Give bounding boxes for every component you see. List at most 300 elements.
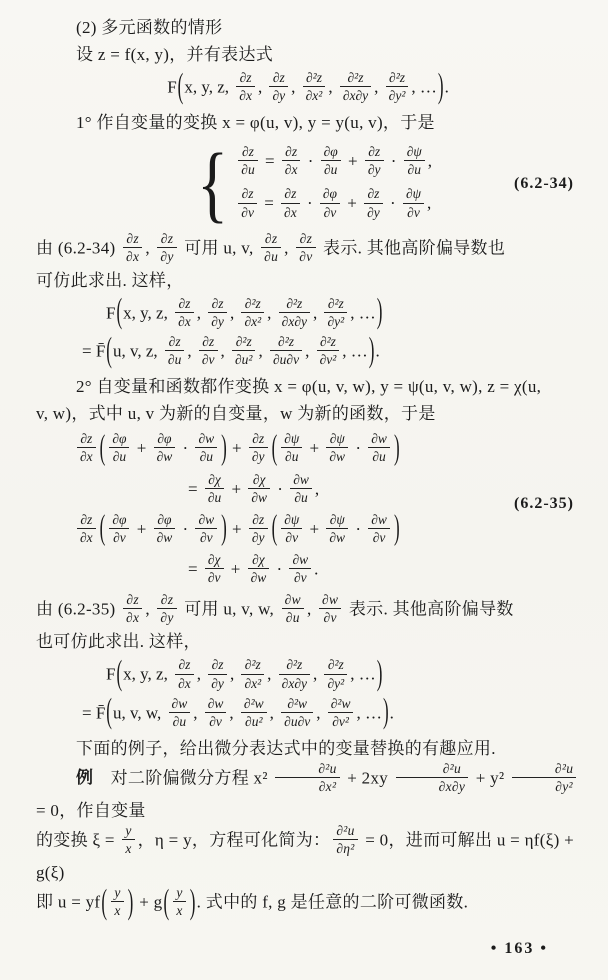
math-text: + [343, 151, 362, 171]
math-text: (2) 多元函数的情形 [76, 18, 223, 37]
fraction-numerator: ∂z [364, 186, 383, 203]
math-text: · [351, 519, 366, 539]
fraction-numerator: ∂φ [109, 431, 129, 448]
math-text: · [385, 193, 400, 213]
math-text: + [343, 193, 362, 213]
fraction-denominator: ∂y² [327, 313, 345, 329]
math-text: · [272, 559, 287, 579]
equation-number: (6.2-34) [514, 174, 574, 192]
display-formula [82, 691, 580, 732]
math-text: x, y, z, [123, 303, 173, 323]
math-text: 例 对二阶偏微分方程 x² [76, 768, 273, 788]
fraction [403, 186, 424, 219]
fraction-numerator: ∂z [365, 144, 384, 161]
text-line [36, 593, 580, 628]
display-formula [106, 653, 580, 693]
big-left-paren: ( [99, 507, 106, 547]
math-text: , [196, 664, 206, 684]
fraction [154, 512, 176, 545]
math-text: ，η = y，方程可化简为： [137, 830, 331, 850]
math-text: F [167, 77, 177, 97]
fraction [157, 592, 176, 625]
math-text: , [427, 193, 432, 213]
fraction-denominator: ∂u [172, 713, 187, 729]
fraction [368, 431, 390, 464]
fraction-denominator: ∂y [211, 675, 224, 691]
big-left-paren: ( [106, 330, 112, 370]
math-text: 表示. 其他高阶偏导数也 [318, 238, 506, 258]
fraction-denominator: ∂u [199, 449, 213, 465]
math-text: · [303, 151, 318, 171]
fraction-numerator: ∂²z [317, 334, 340, 351]
fraction-numerator: ∂z [208, 296, 227, 313]
fraction-denominator: x [125, 841, 132, 857]
fraction [175, 296, 194, 329]
math-text: · [351, 438, 366, 458]
equation-system [36, 135, 580, 232]
math-text: , [229, 703, 238, 723]
math-text: , [427, 151, 433, 171]
math-text: , [145, 599, 155, 619]
math-text: = [260, 151, 279, 171]
math-text: 1° 作自变量的变换 x = φ(u, v), y = y(u, v)，于是 [76, 113, 435, 133]
fraction-denominator: ∂u [324, 162, 338, 178]
text-line [36, 109, 580, 136]
fraction-numerator: ∂²z [386, 70, 409, 87]
fraction-numerator: ∂z [123, 592, 142, 609]
math-text: 2° 自变量和函数都作变换 x = φ(u, v, w), y = ψ(u, v, w), z = χ(u, [76, 377, 542, 397]
big-right-paren: ) [376, 291, 383, 331]
fraction-denominator: ∂y [160, 610, 174, 626]
fraction-numerator: ∂w [319, 592, 341, 609]
fraction [279, 657, 310, 690]
page-body [36, 14, 584, 922]
fraction-numerator: ∂φ [320, 186, 340, 203]
fraction [195, 431, 217, 464]
fraction-denominator: x [176, 903, 183, 919]
fraction-numerator: y [173, 885, 185, 902]
fraction-denominator: x [114, 903, 121, 919]
math-text: , [316, 703, 325, 723]
fraction-denominator: ∂u [241, 162, 255, 178]
fraction-numerator: ∂z [123, 231, 142, 248]
fraction [324, 657, 347, 690]
equation-row [74, 427, 580, 467]
fraction [324, 296, 347, 329]
fraction-numerator: ∂²w [281, 696, 313, 713]
big-right-paren: ) [376, 653, 383, 693]
fraction-numerator: ∂²u [512, 761, 576, 778]
math-text: + [132, 519, 151, 539]
fraction [236, 70, 255, 103]
fraction [205, 696, 227, 729]
fraction-denominator: ∂v [209, 713, 222, 729]
fraction-numerator: ∂ψ [281, 512, 302, 529]
fraction-numerator: ∂z [77, 512, 96, 529]
math-text: 由 (6.2-35) [36, 599, 121, 619]
fraction [303, 70, 326, 103]
equation-group [36, 427, 580, 588]
big-left-paren: ( [271, 427, 278, 467]
fraction [333, 823, 357, 856]
page-number: • 163 • [490, 940, 548, 957]
math-text: + [305, 438, 324, 458]
math-text: 可用 u, v, w, [179, 599, 279, 619]
math-text: , [312, 664, 322, 684]
fraction [282, 592, 304, 625]
fraction-numerator: ∂z [296, 231, 315, 248]
fraction [320, 186, 340, 219]
fraction [173, 885, 185, 918]
fraction-numerator: ∂w [290, 472, 312, 489]
display-formula [36, 65, 580, 106]
system-body [192, 135, 433, 232]
math-text: , … [342, 341, 368, 361]
fraction-denominator: ∂y² [555, 778, 573, 794]
fraction-numerator: ∂z [157, 592, 176, 609]
fraction-numerator: ∂z [281, 186, 300, 203]
math-text: , [196, 303, 206, 323]
fraction-numerator: ∂²u [275, 761, 339, 778]
math-text: , [305, 341, 314, 361]
fraction [321, 144, 341, 177]
fraction-numerator: ∂z [282, 144, 301, 161]
fraction [109, 431, 129, 464]
math-text: x, y, z, [123, 664, 173, 684]
math-text: , [291, 77, 300, 97]
fraction-denominator: ∂v [372, 529, 386, 545]
text-line [36, 881, 580, 921]
fraction-numerator: ∂²z [340, 70, 371, 87]
math-text: , [374, 77, 383, 97]
math-text: = [259, 193, 279, 213]
fraction [282, 144, 301, 177]
fraction-numerator: ∂w [289, 552, 311, 569]
equation-row [235, 187, 432, 222]
fraction [157, 231, 176, 264]
math-text: , [145, 238, 155, 258]
fraction-denominator: ∂v [113, 529, 126, 545]
math-text: , [193, 703, 202, 723]
system-rows [235, 138, 432, 229]
fraction [165, 334, 184, 367]
fraction-denominator: ∂x∂y [281, 675, 307, 691]
fraction [232, 334, 255, 367]
big-left-paren: ( [116, 653, 123, 693]
math-text: 可仿此求出. 这样， [36, 270, 184, 290]
fraction-denominator: ∂x [284, 162, 298, 178]
fraction [281, 431, 302, 464]
equation-number: (6.2-35) [514, 495, 574, 512]
text-line [36, 400, 580, 427]
math-text: + [305, 519, 324, 539]
math-text: , [267, 664, 276, 684]
fraction-numerator: ∂w [282, 592, 304, 609]
fraction-denominator: ∂w [329, 449, 346, 465]
fraction-numerator: ∂z [208, 657, 227, 674]
text-line [36, 41, 580, 68]
math-text: = [188, 479, 202, 499]
fraction-denominator: ∂u² [245, 713, 263, 729]
math-text: + g [134, 892, 163, 912]
fraction-denominator: ∂u [285, 610, 300, 626]
math-text: F [106, 303, 116, 323]
fraction-denominator: ∂v [199, 529, 213, 545]
system-brace-icon: { [197, 135, 229, 232]
math-text: · [178, 438, 193, 458]
fraction [281, 186, 300, 219]
fraction-denominator: ∂v² [319, 352, 337, 368]
math-text: , [269, 703, 279, 723]
fraction-numerator: ∂φ [154, 512, 176, 529]
math-text: 设 z = f(x, y)，并有表达式 [76, 45, 274, 64]
math-text: . [444, 77, 449, 97]
math-text: = F̄ [82, 341, 106, 361]
big-right-paren: ) [393, 427, 400, 467]
math-text: = 0，进而可解出 u = ηf(ξ) + g(ξ) [36, 830, 579, 883]
fraction [241, 657, 264, 690]
fraction-denominator: ∂v [241, 204, 254, 220]
math-text: v, w)，式中 u, v 为新的自变量，w 为新的函数，于是 [36, 404, 436, 424]
big-right-paren: ) [393, 507, 400, 547]
math-text: 可用 u, v, [179, 238, 259, 258]
fraction-numerator: ∂z [175, 296, 194, 313]
fraction-denominator: ∂x∂y [438, 778, 466, 794]
fraction-numerator: ∂²w [241, 696, 267, 713]
fraction [109, 512, 129, 545]
equation-row [74, 507, 580, 548]
math-text: + [132, 438, 151, 458]
fraction [364, 186, 383, 219]
math-text: 由 (6.2-34) [36, 238, 121, 258]
math-text: + y² [471, 768, 509, 788]
fraction [205, 552, 224, 585]
big-right-paren: ) [382, 691, 389, 731]
fraction-denominator: ∂y [251, 449, 265, 465]
fraction-numerator: ∂z [238, 144, 257, 161]
fraction-numerator: ∂χ [248, 472, 270, 489]
fraction [281, 512, 302, 545]
fraction-denominator: ∂y [272, 88, 286, 104]
fraction [290, 472, 312, 505]
fraction [289, 552, 311, 585]
math-text: 下面的例子，给出微分表达式中的变量替换的有趣应用. [76, 738, 496, 758]
math-text: , [306, 599, 317, 619]
fraction [326, 431, 348, 464]
fraction-denominator: ∂w [250, 570, 267, 586]
fraction [241, 696, 267, 729]
math-text: + [227, 438, 246, 458]
fraction [275, 761, 339, 794]
fraction-numerator: ∂ψ [326, 431, 348, 448]
fraction [249, 512, 268, 545]
fraction-denominator: ∂v [299, 248, 313, 264]
fraction-denominator: ∂y [160, 248, 174, 264]
fraction-denominator: ∂v [201, 352, 215, 368]
fraction [365, 144, 384, 177]
math-text: = F̄ [82, 703, 106, 723]
fraction-denominator: ∂x [80, 449, 93, 465]
fraction-numerator: ∂z [261, 231, 281, 248]
big-right-paren: ) [221, 427, 227, 467]
fraction-denominator: ∂x² [244, 313, 262, 329]
fraction-numerator: ∂²u [333, 823, 357, 840]
fraction [208, 296, 227, 329]
fraction-numerator: ∂z [77, 431, 96, 448]
fraction-denominator: ∂x [80, 529, 93, 545]
fraction [512, 761, 576, 794]
fraction-numerator: ∂z [249, 512, 268, 529]
math-text: , [312, 303, 322, 323]
fraction [326, 512, 348, 545]
math-text: , [187, 341, 196, 361]
fraction-denominator: ∂u² [235, 352, 253, 368]
fraction [281, 696, 313, 729]
fraction-denominator: ∂y² [388, 88, 406, 104]
math-text: . [314, 559, 319, 579]
fraction-denominator: ∂v [323, 610, 337, 626]
fraction-denominator: ∂x [178, 313, 191, 329]
fraction [279, 296, 310, 329]
math-text: 即 u = yf [36, 892, 101, 912]
fraction-denominator: ∂u [294, 489, 308, 505]
math-text: , … [350, 664, 376, 684]
math-text: F [106, 664, 116, 684]
big-left-paren: ( [106, 691, 112, 731]
big-left-paren: ( [99, 427, 106, 467]
math-text: , … [356, 703, 382, 723]
fraction-denominator: ∂u∂v [284, 713, 311, 729]
math-text: 也可仿此求出. 这样， [36, 632, 201, 652]
big-right-paren: ) [221, 507, 227, 547]
math-text: 表示. 其他高阶偏导数 [344, 599, 514, 619]
fraction-numerator: ∂ψ [403, 186, 424, 203]
fraction-denominator: ∂x∂y [342, 88, 369, 104]
fraction [122, 823, 134, 856]
big-left-paren: ( [271, 507, 278, 547]
fraction-denominator: ∂x [126, 248, 140, 264]
fraction-denominator: ∂x∂y [281, 313, 307, 329]
math-text: , [328, 77, 337, 97]
math-text: = 0，作自变量 [36, 768, 584, 821]
fraction-numerator: ∂²z [303, 70, 326, 87]
fraction-denominator: ∂u [167, 352, 182, 368]
fraction-numerator: ∂z [199, 334, 218, 351]
fraction-denominator: ∂u [207, 489, 222, 505]
fraction-numerator: ∂²z [324, 657, 347, 674]
fraction-numerator: ∂²z [279, 296, 310, 313]
fraction [154, 431, 176, 464]
fraction-numerator: ∂φ [154, 431, 176, 448]
math-text: · [273, 479, 288, 499]
math-text: 的变换 ξ = [36, 830, 120, 850]
math-text: , [220, 341, 230, 361]
fraction-denominator: ∂y [251, 529, 265, 545]
math-text: u, v, z, [112, 341, 162, 361]
fraction-denominator: ∂w [329, 529, 346, 545]
fraction-numerator: ∂w [169, 696, 191, 713]
fraction [269, 70, 288, 103]
text-line [36, 14, 580, 41]
fraction [195, 512, 217, 545]
fraction-numerator: ∂χ [205, 552, 224, 569]
fraction [111, 885, 123, 918]
fraction [296, 231, 315, 264]
text-line [36, 760, 584, 824]
fraction [248, 552, 270, 585]
fraction-denominator: ∂v² [332, 713, 349, 729]
fraction-denominator: ∂x [126, 610, 140, 626]
fraction [319, 592, 341, 625]
fraction [241, 296, 264, 329]
fraction-denominator: ∂x² [244, 675, 262, 691]
fraction-numerator: ∂z [249, 431, 268, 448]
fraction [208, 657, 227, 690]
math-text: . 式中的 f, g 是任意的二阶可微函数. [196, 892, 469, 912]
text-line [36, 232, 580, 267]
fraction-denominator: ∂u [112, 449, 127, 465]
fraction [340, 70, 371, 103]
math-text: , [258, 341, 267, 361]
fraction-denominator: ∂v [323, 204, 337, 220]
fraction-numerator: y [122, 823, 134, 840]
math-text: x, y, z, [184, 77, 234, 97]
display-formula [82, 330, 580, 370]
big-right-paren: ) [368, 330, 375, 370]
fraction-numerator: ∂²w [328, 696, 354, 713]
fraction [205, 472, 224, 505]
fraction-numerator: ∂z [157, 231, 176, 248]
fraction-numerator: ∂ψ [326, 512, 348, 529]
fraction [123, 592, 142, 625]
fraction-denominator: ∂u [407, 162, 421, 178]
math-text: , … [411, 77, 437, 97]
text-line [36, 735, 580, 762]
fraction-denominator: ∂w [251, 489, 268, 505]
math-text: , [314, 479, 320, 499]
fraction [404, 144, 425, 177]
fraction-numerator: ∂z [269, 70, 288, 87]
equation-row [235, 145, 432, 180]
math-text: . [375, 341, 380, 361]
equation-row [188, 553, 580, 588]
fraction [396, 761, 469, 794]
fraction [199, 334, 218, 367]
big-left-paren: ( [163, 881, 170, 921]
fraction [248, 472, 270, 505]
text-line [36, 824, 580, 886]
math-text: u, v, w, [112, 703, 166, 723]
fraction [123, 231, 142, 264]
fraction-numerator: ∂χ [248, 552, 270, 569]
fraction [261, 231, 281, 264]
fraction-numerator: y [111, 885, 123, 902]
fraction [317, 334, 340, 367]
big-left-paren: ( [101, 881, 108, 921]
fraction [77, 431, 96, 464]
fraction-denominator: ∂v [207, 570, 221, 586]
math-text: , … [350, 303, 376, 323]
fraction-numerator: ∂²z [279, 657, 310, 674]
fraction-numerator: ∂φ [321, 144, 341, 161]
fraction [238, 144, 257, 177]
display-formula [106, 291, 580, 332]
fraction-denominator: ∂x² [318, 778, 337, 794]
fraction-denominator: ∂η² [336, 841, 355, 857]
math-text: = [188, 559, 202, 579]
fraction-denominator: ∂u [264, 248, 279, 264]
fraction [77, 512, 96, 545]
